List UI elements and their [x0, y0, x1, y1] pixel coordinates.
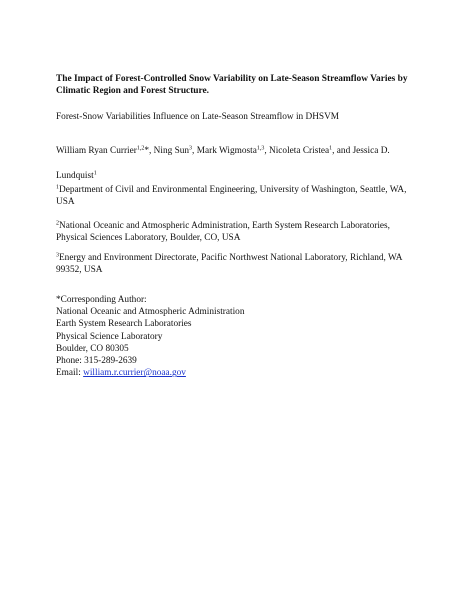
affiliation-text: Department of Civil and Environmental Engineering, University of Washington, Seattle, WA, USA — [56, 185, 407, 208]
author-name: William Ryan Currier — [56, 146, 137, 156]
corresponding-phone: Phone: 315-289-2639 — [56, 356, 137, 367]
affiliation-3 — [56, 252, 422, 276]
author-affiliation-marker: 1,3 — [256, 145, 265, 152]
author-separator: , — [192, 146, 197, 156]
author-name: Mark Wigmosta — [196, 146, 257, 156]
corresponding-heading: *Corresponding Author: — [56, 295, 147, 305]
corresponding-author-block — [56, 294, 422, 379]
author-name-continued — [56, 170, 422, 183]
author-affiliation-marker: 3 — [189, 145, 193, 152]
author-separator: , — [149, 146, 154, 156]
author-separator: , and — [332, 146, 353, 156]
affiliation-1 — [56, 184, 422, 208]
affiliation-marker: 1 — [56, 184, 59, 191]
running-title: Forest-Snow Variabilities Influence on Late-Season Streamflow in DHSVM — [56, 112, 340, 122]
corresponding-city: Boulder, CO 80305 — [56, 343, 129, 354]
email-link[interactable]: william.r.currier@noaa.gov — [83, 368, 186, 379]
author-list — [56, 145, 422, 183]
author-affiliation-marker: 1 — [93, 170, 97, 177]
author-name: Nicoleta Cristea — [269, 146, 330, 156]
corresponding-division: Physical Science Laboratory — [56, 331, 163, 342]
corresponding-org: National Oceanic and Atmospheric Administration — [56, 307, 245, 318]
author-name-cont-text: Lundquist — [56, 171, 94, 181]
affiliation-marker: 2 — [56, 220, 59, 227]
author-name: Jessica D. — [352, 146, 390, 156]
author-affiliation-marker: 1 — [329, 145, 333, 152]
email-label: Email: — [56, 368, 84, 379]
affiliation-text: Energy and Environment Directorate, Pacific Northwest National Laboratory, Richland, WA 99352, USA — [56, 253, 402, 276]
affiliation-2 — [56, 220, 422, 244]
affiliation-text: National Oceanic and Atmospheric Administration, Earth System Research Laboratories, Physical Sciences Laboratory, Boulder, CO, USA — [56, 221, 390, 244]
affiliation-marker: 3 — [56, 252, 59, 259]
corresponding-lab: Earth System Research Laboratories — [56, 319, 192, 330]
author-separator: , — [264, 146, 269, 156]
paper-title: The Impact of Forest-Controlled Snow Variability on Late-Season Streamflow Varies by Climatic Region and Forest Structure. — [56, 74, 408, 97]
author-name: Ning Sun — [153, 146, 190, 156]
corresponding-email-line — [56, 367, 422, 379]
author-affiliation-marker: 1,2 — [136, 145, 145, 152]
corresponding-marker: * — [144, 146, 149, 156]
